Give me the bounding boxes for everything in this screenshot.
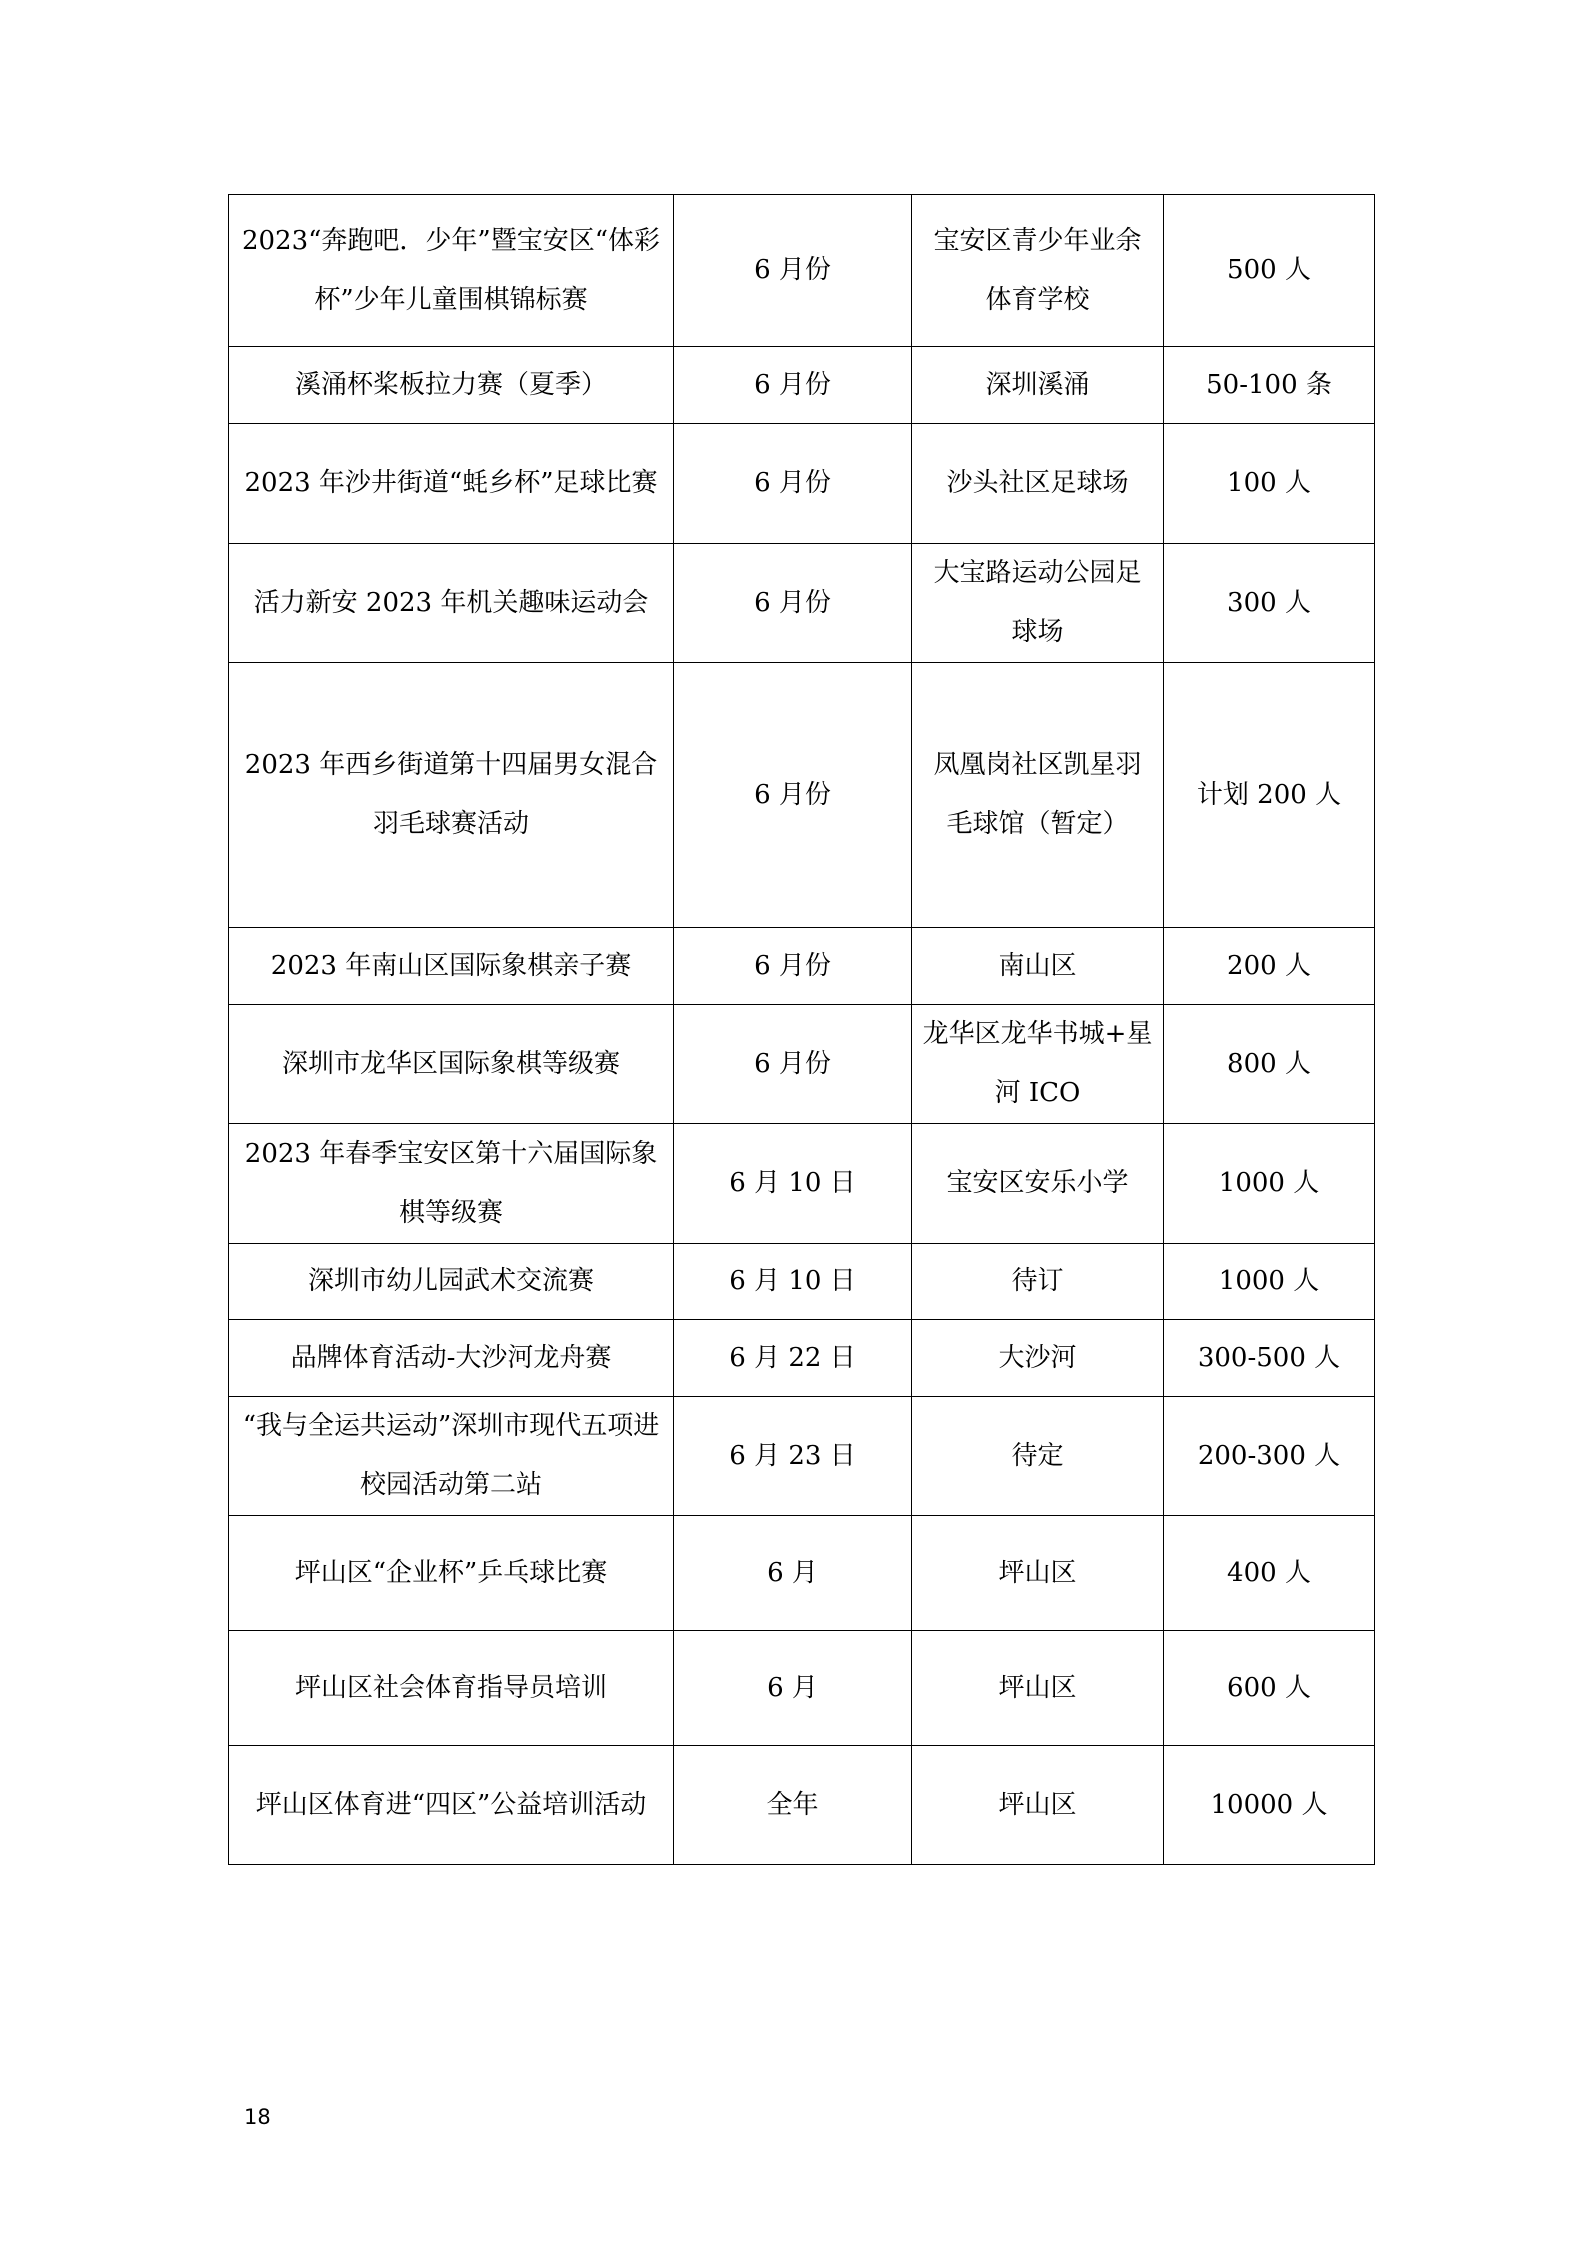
event-name-cell: “我与全运共运动”深圳市现代五项进校园活动第二站 <box>229 1397 674 1516</box>
event-scale-cell: 300-500 人 <box>1164 1320 1375 1397</box>
table-row <box>229 424 1375 544</box>
event-time-cell: 全年 <box>674 1746 912 1865</box>
event-scale-cell: 10000 人 <box>1164 1746 1375 1865</box>
table-row <box>229 1397 1375 1516</box>
event-venue-cell: 坪山区 <box>912 1631 1164 1746</box>
event-name-cell: 深圳市幼儿园武术交流赛 <box>229 1244 674 1320</box>
table-row <box>229 1244 1375 1320</box>
event-time-cell: 6 月份 <box>674 347 912 424</box>
event-scale-cell: 100 人 <box>1164 424 1375 544</box>
event-name-cell: 坪山区体育进“四区”公益培训活动 <box>229 1746 674 1865</box>
event-venue-cell: 凤凰岗社区凯星羽毛球馆（暂定） <box>912 663 1164 928</box>
event-time-cell: 6 月 10 日 <box>674 1244 912 1320</box>
table-row <box>229 1631 1375 1746</box>
event-time-cell: 6 月份 <box>674 663 912 928</box>
event-venue-cell: 深圳溪涌 <box>912 347 1164 424</box>
event-time-cell: 6 月份 <box>674 424 912 544</box>
event-venue-cell: 宝安区安乐小学 <box>912 1124 1164 1244</box>
event-scale-cell: 200-300 人 <box>1164 1397 1375 1516</box>
event-time-cell: 6 月份 <box>674 1005 912 1124</box>
event-venue-cell: 坪山区 <box>912 1516 1164 1631</box>
table-row <box>229 347 1375 424</box>
table-row <box>229 1005 1375 1124</box>
event-scale-cell: 800 人 <box>1164 1005 1375 1124</box>
events-table <box>228 194 1375 1865</box>
event-name-cell: 活力新安 2023 年机关趣味运动会 <box>229 544 674 663</box>
event-name-cell: 2023 年春季宝安区第十六届国际象棋等级赛 <box>229 1124 674 1244</box>
event-time-cell: 6 月 <box>674 1516 912 1631</box>
page-number: 18 <box>244 2105 271 2129</box>
event-time-cell: 6 月份 <box>674 928 912 1005</box>
table-row <box>229 544 1375 663</box>
table-row <box>229 1320 1375 1397</box>
event-scale-cell: 600 人 <box>1164 1631 1375 1746</box>
event-time-cell: 6 月份 <box>674 544 912 663</box>
event-time-cell: 6 月 <box>674 1631 912 1746</box>
event-scale-cell: 500 人 <box>1164 195 1375 347</box>
event-venue-cell: 龙华区龙华书城+星河 ICO <box>912 1005 1164 1124</box>
event-time-cell: 6 月 23 日 <box>674 1397 912 1516</box>
event-venue-cell: 大宝路运动公园足球场 <box>912 544 1164 663</box>
event-name-cell: 品牌体育活动-大沙河龙舟赛 <box>229 1320 674 1397</box>
event-venue-cell: 宝安区青少年业余体育学校 <box>912 195 1164 347</box>
table-row <box>229 1124 1375 1244</box>
event-time-cell: 6 月 10 日 <box>674 1124 912 1244</box>
event-venue-cell: 待订 <box>912 1244 1164 1320</box>
event-scale-cell: 50-100 条 <box>1164 347 1375 424</box>
event-scale-cell: 400 人 <box>1164 1516 1375 1631</box>
event-name-cell: 溪涌杯桨板拉力赛（夏季） <box>229 347 674 424</box>
event-name-cell: 2023 年西乡街道第十四届男女混合羽毛球赛活动 <box>229 663 674 928</box>
event-scale-cell: 300 人 <box>1164 544 1375 663</box>
event-name-cell: 坪山区社会体育指导员培训 <box>229 1631 674 1746</box>
event-time-cell: 6 月 22 日 <box>674 1320 912 1397</box>
event-name-cell: 深圳市龙华区国际象棋等级赛 <box>229 1005 674 1124</box>
event-venue-cell: 待定 <box>912 1397 1164 1516</box>
event-scale-cell: 200 人 <box>1164 928 1375 1005</box>
event-name-cell: 坪山区“企业杯”乒乓球比赛 <box>229 1516 674 1631</box>
table-row <box>229 1746 1375 1865</box>
event-name-cell: 2023 年沙井街道“蚝乡杯”足球比赛 <box>229 424 674 544</box>
event-name-cell: 2023 年南山区国际象棋亲子赛 <box>229 928 674 1005</box>
table-row <box>229 1516 1375 1631</box>
event-time-cell: 6 月份 <box>674 195 912 347</box>
event-scale-cell: 1000 人 <box>1164 1124 1375 1244</box>
event-venue-cell: 沙头社区足球场 <box>912 424 1164 544</box>
table-row <box>229 195 1375 347</box>
event-scale-cell: 计划 200 人 <box>1164 663 1375 928</box>
event-venue-cell: 坪山区 <box>912 1746 1164 1865</box>
event-venue-cell: 大沙河 <box>912 1320 1164 1397</box>
event-scale-cell: 1000 人 <box>1164 1244 1375 1320</box>
event-venue-cell: 南山区 <box>912 928 1164 1005</box>
table-row <box>229 663 1375 928</box>
event-name-cell: 2023“奔跑吧．少年”暨宝安区“体彩杯”少年儿童围棋锦标赛 <box>229 195 674 347</box>
table-row <box>229 928 1375 1005</box>
